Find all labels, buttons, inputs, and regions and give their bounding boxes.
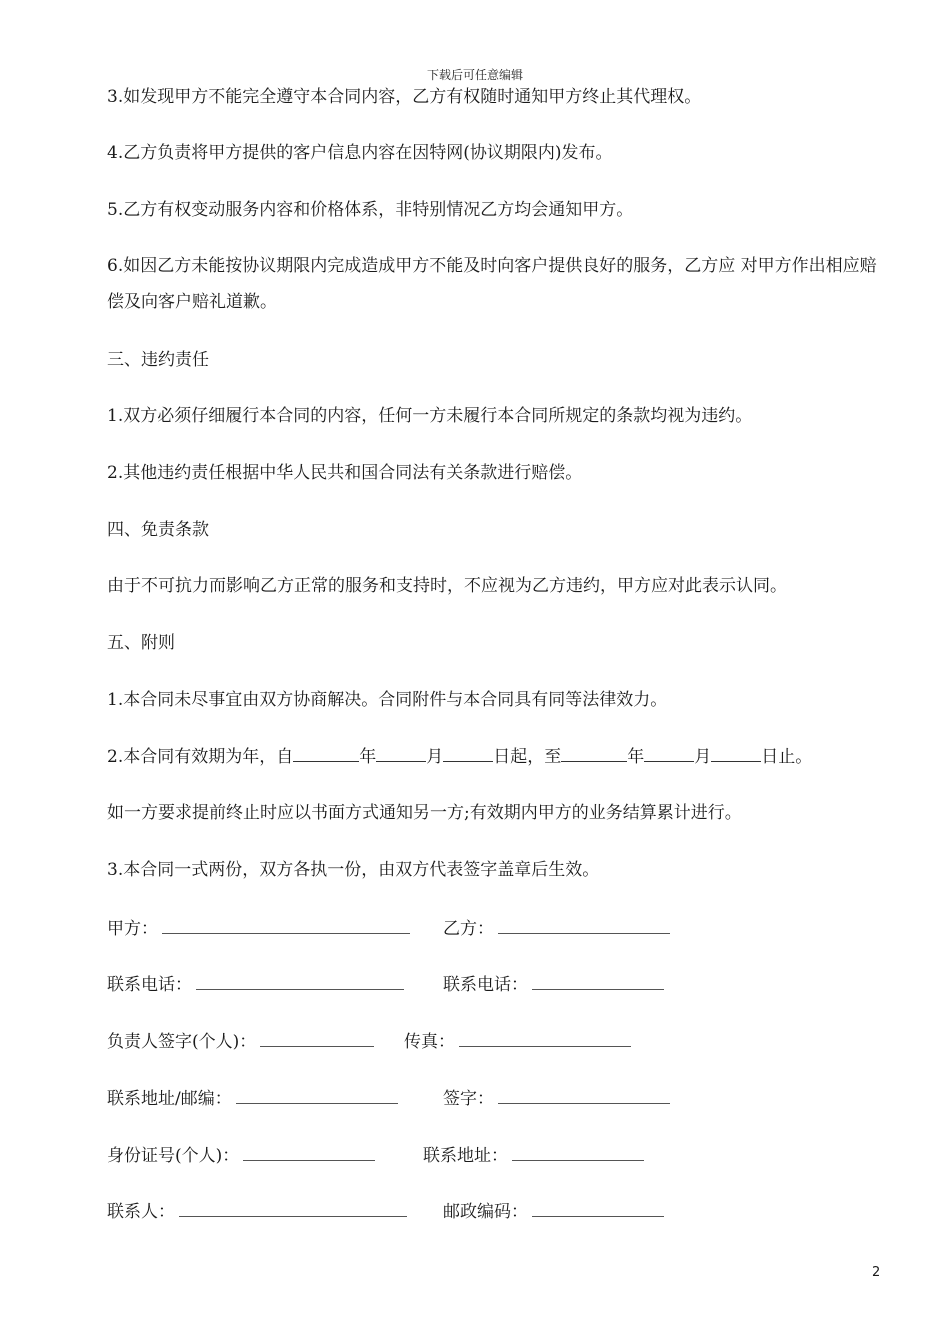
page-number: 2 [872, 1265, 881, 1280]
end-day-blank[interactable] [711, 745, 761, 762]
contact-label: 联系人： [107, 1202, 175, 1222]
section-4-heading: 四、免责条款 [107, 520, 209, 540]
phone-b-field[interactable] [532, 973, 664, 990]
id-number-field[interactable] [243, 1144, 375, 1161]
signer-row [107, 1030, 374, 1053]
address-zip-label: 联系地址/邮编： [107, 1089, 232, 1109]
phone-a-label: 联系电话： [107, 975, 192, 995]
start-month-blank[interactable] [376, 745, 426, 762]
start-day-blank[interactable] [443, 745, 493, 762]
party-a-row [107, 917, 410, 940]
end-year-blank[interactable] [561, 745, 627, 762]
clause-item-3: 3.如发现甲方不能完全遵守本合同内容，乙方有权随时通知甲方终止其代理权。 [107, 87, 702, 107]
party-b-row [443, 917, 670, 940]
term-year2-label: 年 [627, 747, 645, 767]
phone-b-label: 联系电话： [443, 975, 528, 995]
phone-a-field[interactable] [196, 973, 404, 990]
section-5-item-2 [107, 745, 812, 768]
term-prefix: 2.本合同有效期为年，自 [107, 747, 294, 767]
postcode-row [443, 1200, 664, 1223]
signer-label: 负责人签字(个人)： [107, 1032, 257, 1052]
section-3-heading: 三、违约责任 [107, 350, 209, 370]
section-5-note: 如一方要求提前终止时应以书面方式通知另一方;有效期内甲方的业务结算累计进行。 [107, 803, 742, 823]
signer-field[interactable] [260, 1030, 374, 1047]
party-a-label: 甲方： [107, 919, 158, 939]
end-month-blank[interactable] [644, 745, 694, 762]
address-zip-field[interactable] [236, 1087, 398, 1104]
postcode-field[interactable] [532, 1200, 664, 1217]
party-b-field[interactable] [498, 917, 670, 934]
id-number-row [107, 1144, 375, 1167]
section-5-item-3: 3.本合同一式两份，双方各执一份，由双方代表签字盖章后生效。 [107, 860, 600, 880]
fax-row [404, 1030, 631, 1053]
address-label: 联系地址： [423, 1146, 508, 1166]
phone-b-row [443, 973, 664, 996]
fax-field[interactable] [459, 1030, 631, 1047]
term-year-label: 年 [359, 747, 377, 767]
term-end-label: 日止。 [761, 747, 813, 767]
sign-row [443, 1087, 670, 1110]
phone-a-row [107, 973, 404, 996]
sign-field[interactable] [498, 1087, 670, 1104]
party-b-label: 乙方： [443, 919, 494, 939]
address-zip-row [107, 1087, 398, 1110]
id-number-label: 身份证号(个人)： [107, 1146, 240, 1166]
address-row [423, 1144, 644, 1167]
clause-item-6-text: 6.如因乙方未能按协议期限内完成造成甲方不能及时向客户提供良好的服务，乙方应 对甲方作出相应赔偿及向客户赔礼道歉。 [107, 256, 877, 312]
start-year-blank[interactable] [293, 745, 359, 762]
party-a-field[interactable] [162, 917, 410, 934]
address-field[interactable] [512, 1144, 644, 1161]
header-note: 下载后可任意编辑 [426, 68, 523, 82]
term-from-label: 日起，至 [493, 747, 562, 767]
section-4-text: 由于不可抗力而影响乙方正常的服务和支持时，不应视为乙方违约，甲方应对此表示认同。 [107, 576, 787, 596]
clause-item-5: 5.乙方有权变动服务内容和价格体系，非特别情况乙方均会通知甲方。 [107, 200, 634, 220]
section-3-item-2: 2.其他违约责任根据中华人民共和国合同法有关条款进行赔偿。 [107, 463, 583, 483]
postcode-label: 邮政编码： [443, 1202, 528, 1222]
clause-item-6 [67, 248, 887, 320]
contact-field[interactable] [179, 1200, 407, 1217]
fax-label: 传真： [404, 1032, 455, 1052]
section-5-heading: 五、附则 [107, 633, 175, 653]
clause-item-4: 4.乙方负责将甲方提供的客户信息内容在因特网(协议期限内)发布。 [107, 143, 613, 163]
contact-row [107, 1200, 407, 1223]
section-5-item-1: 1.本合同未尽事宜由双方协商解决。合同附件与本合同具有同等法律效力。 [107, 690, 668, 710]
term-month-label: 月 [426, 747, 444, 767]
section-3-item-1: 1.双方必须仔细履行本合同的内容，任何一方未履行本合同所规定的条款均视为违约。 [107, 406, 753, 426]
term-month2-label: 月 [694, 747, 712, 767]
sign-label: 签字： [443, 1089, 494, 1109]
